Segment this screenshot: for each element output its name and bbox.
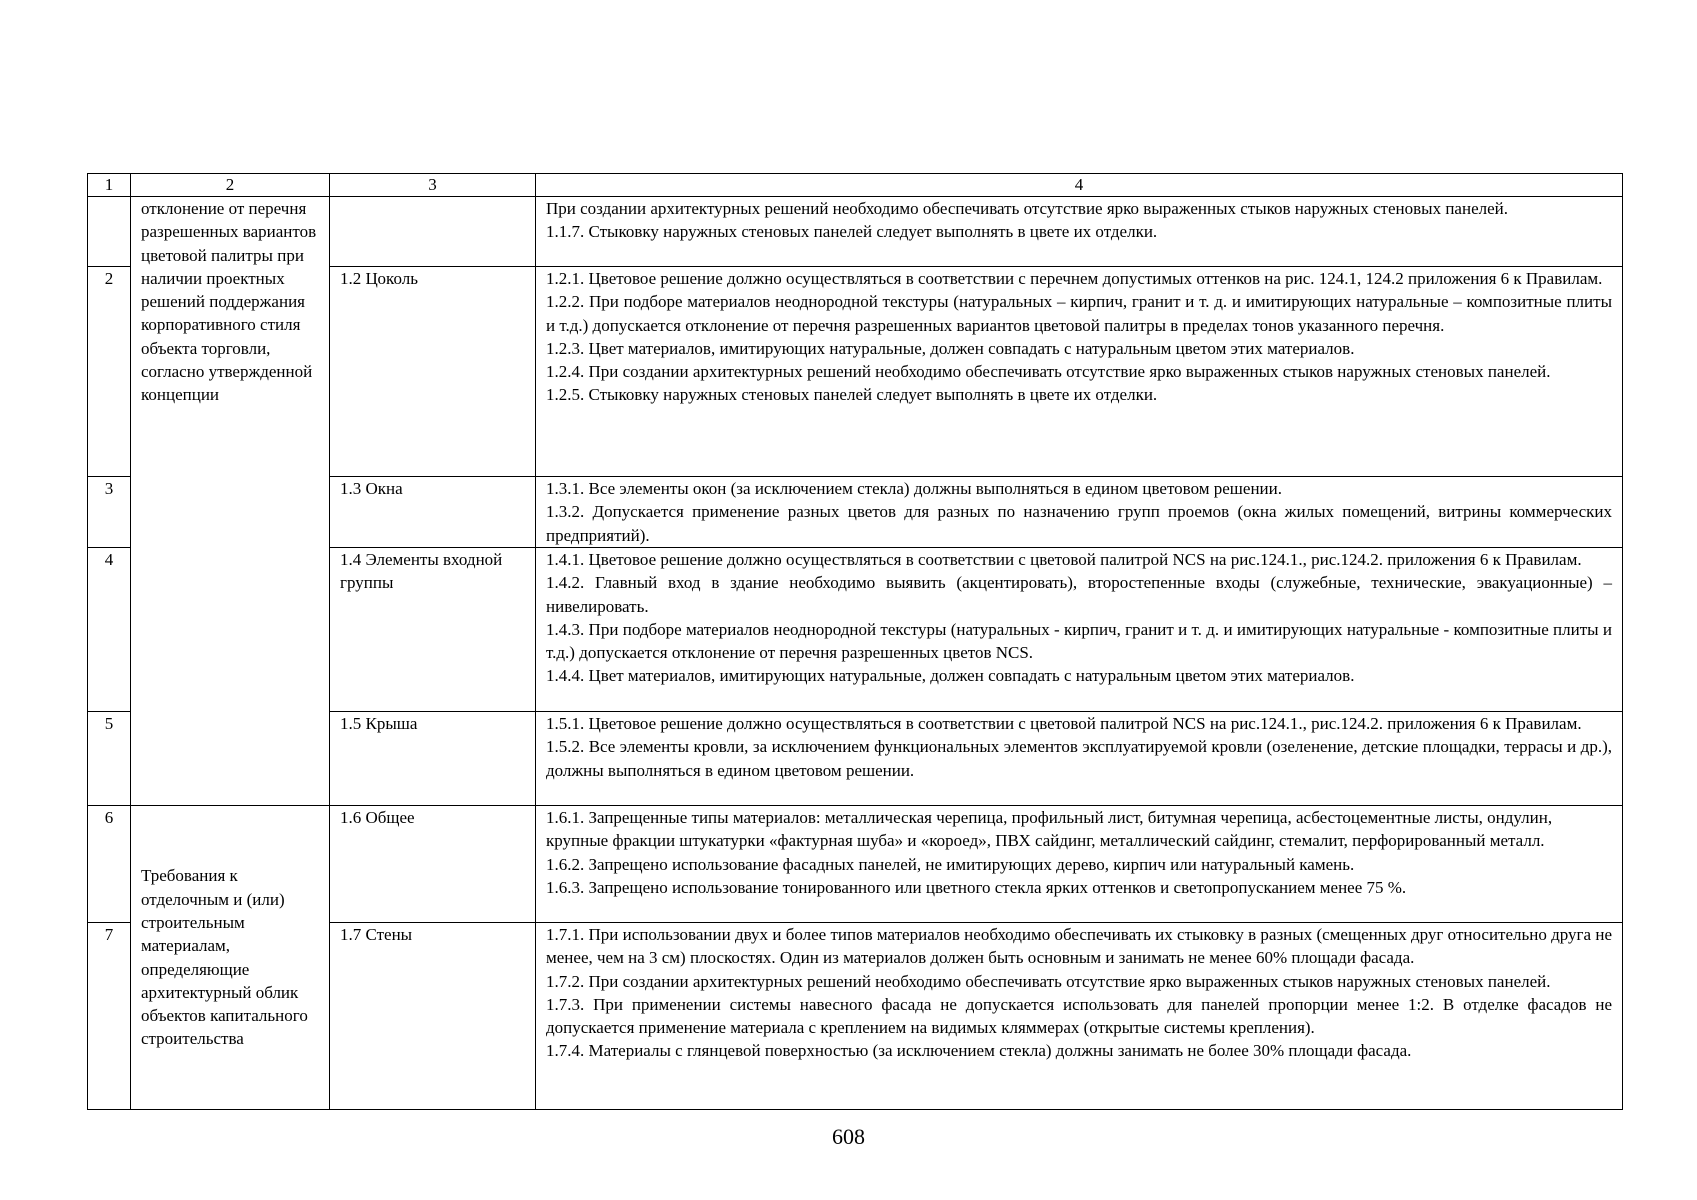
requirement-item: 1.4.2. Главный вход в здание необходимо выявить (акцентировать), второстепенные входы (служебные, технические, эвакуационные) – нивелировать. xyxy=(546,573,1612,616)
element-cell: 1.5 Крыша xyxy=(330,712,536,806)
requirement-item: 1.7.2. При создании архитектурных решений необходимо обеспечивать отсутствие ярко выраженных стыков наружных стеновых панелей. xyxy=(546,971,1551,991)
requirements-table xyxy=(87,173,1623,1110)
requirement-item: 1.3.2. Допускается применение разных цветов для разных по назначению групп проемов (окна жилых помещений, витрины коммерческих предприятий). xyxy=(546,502,1612,545)
requirement-item: 1.5.2. Все элементы кровли, за исключением функциональных элементов эксплуатируемой кровли (озеленение, детские площадки, террасы и др.), должны выполняться в едином цветовом решении. xyxy=(546,737,1612,780)
table-row xyxy=(88,806,1623,923)
requirements-cell xyxy=(536,477,1623,548)
row-number: 7 xyxy=(88,923,131,1110)
element-cell: 1.4 Элементы входной группы xyxy=(330,548,536,712)
row-number: 2 xyxy=(88,267,131,477)
requirements-cell xyxy=(536,712,1623,806)
row-number: 6 xyxy=(88,806,131,923)
requirements-cell xyxy=(536,197,1623,267)
requirement-item: 1.2.5. Стыковку наружных стеновых панелей следует выполнять в цвете их отделки. xyxy=(546,385,1158,405)
requirement-item: 1.2.2. При подборе материалов неоднородной текстуры (натуральных – кирпич, гранит и т. д. и имитирующих натуральные – композитные плиты и т.д.) допускается отклонение от перечня разрешенных вариантов цветовой палитры в пределах тонов указанного перечня. xyxy=(546,292,1612,335)
requirement-item: 1.6.2. Запрещено использование фасадных панелей, не имитирующих дерево, кирпич или натуральный камень. xyxy=(546,854,1355,874)
page-number: 608 xyxy=(832,1124,865,1149)
header-row xyxy=(88,174,1623,197)
requirement-item: 1.4.4. Цвет материалов, имитирующих натуральные, должен совпадать с натуральным цветом этих материалов. xyxy=(546,666,1355,686)
requirement-item: 1.6.1. Запрещенные типы материалов: металлическая черепица, профильный лист, битумная черепица, асбестоцементные листы, ондулин, крупные фракции штукатурки «фактурная шуба» и «короед», ПВХ сайдинг, металлический сайдинг, стемалит, перфорированный металл. xyxy=(546,808,1553,851)
requirement-item: При создании архитектурных решений необходимо обеспечивать отсутствие ярко выраженных стыков наружных стеновых панелей. xyxy=(546,199,1508,218)
requirement-item: 1.7.3. При применении системы навесного фасада не допускается использовать для панелей пропорции менее 1:2. В отделке фасадов не допускается применение материала с креплением на видимых кляммерах (открытые системы крепления). xyxy=(546,994,1612,1038)
requirement-item: 1.7.4. Материалы с глянцевой поверхностью (за исключением стекла) должны занимать не более 30% площади фасада. xyxy=(546,1041,1412,1061)
row-number: 5 xyxy=(88,712,131,806)
requirement-item: 1.2.4. При создании архитектурных решений необходимо обеспечивать отсутствие ярко выраженных стыков наружных стеновых панелей. xyxy=(546,362,1551,382)
group-text: Требования к отделочным и (или) строительным материалам, определяющие архитектурный облик объектов капитального строительства xyxy=(141,866,308,1049)
requirement-item: 1.2.1. Цветовое решение должно осуществляться в соответствии с перечнем допустимых оттенков на рис. 124.1, 124.2 приложения 6 к Правилам. xyxy=(546,269,1603,288)
requirement-item: 1.4.1. Цветовое решение должно осуществляться в соответствии с цветовой палитрой NCS на рис.124.1., рис.124.2. приложения 6 к Правилам. xyxy=(546,550,1582,569)
requirement-item: 1.6.3. Запрещено использование тонированного или цветного стекла ярких оттенков и светопропусканием менее 75 %. xyxy=(546,877,1407,897)
element-cell: 1.3 Окна xyxy=(330,477,536,548)
header-cell-1: 1 xyxy=(88,174,131,197)
requirement-item: 1.7.1. При использовании двух и более типов материалов необходимо обеспечивать их стыковку в разных (смещенных друг относительно друга не менее, чем на 3 см) плоскостях. Один из материалов должен быть основным и занимать не менее 60% площади фасада. xyxy=(546,925,1612,968)
requirements-cell xyxy=(536,923,1623,1110)
requirement-item: 1.1.7. Стыковку наружных стеновых панелей следует выполнять в цвете их отделки. xyxy=(546,222,1158,242)
row-number: 3 xyxy=(88,477,131,548)
group-cell-materials xyxy=(131,806,330,1110)
header-cell-2: 2 xyxy=(131,174,330,197)
element-cell xyxy=(330,197,536,267)
element-cell: 1.7 Стены xyxy=(330,923,536,1110)
element-cell: 1.6 Общее xyxy=(330,806,536,923)
requirements-cell xyxy=(536,548,1623,712)
table-row xyxy=(88,197,1623,267)
requirements-cell xyxy=(536,267,1623,477)
header-cell-3: 3 xyxy=(330,174,536,197)
group-cell-color xyxy=(131,197,330,806)
requirement-item: 1.3.1. Все элементы окон (за исключением стекла) должны выполняться в едином цветовом решении. xyxy=(546,479,1282,498)
requirements-cell xyxy=(536,806,1623,923)
row-number: 4 xyxy=(88,548,131,712)
group-text: отклонение от перечня разрешенных вариантов цветовой палитры при наличии проектных решений поддержания корпоративного стиля объекта торговли, согласно утвержденной концепции xyxy=(141,199,317,405)
row-number xyxy=(88,197,131,267)
requirement-item: 1.4.3. При подборе материалов неоднородной текстуры (натуральных - кирпич, гранит и т. д. и имитирующих натуральные - композитные плиты и т.д.) допускается отклонение от перечня разрешенных цветов NCS. xyxy=(546,619,1612,663)
element-cell: 1.2 Цоколь xyxy=(330,267,536,477)
requirement-item: 1.2.3. Цвет материалов, имитирующих натуральные, должен совпадать с натуральным цветом этих материалов. xyxy=(546,338,1355,358)
header-cell-4: 4 xyxy=(536,174,1623,197)
requirement-item: 1.5.1. Цветовое решение должно осуществляться в соответствии с цветовой палитрой NCS на рис.124.1., рис.124.2. приложения 6 к Правилам. xyxy=(546,714,1582,733)
